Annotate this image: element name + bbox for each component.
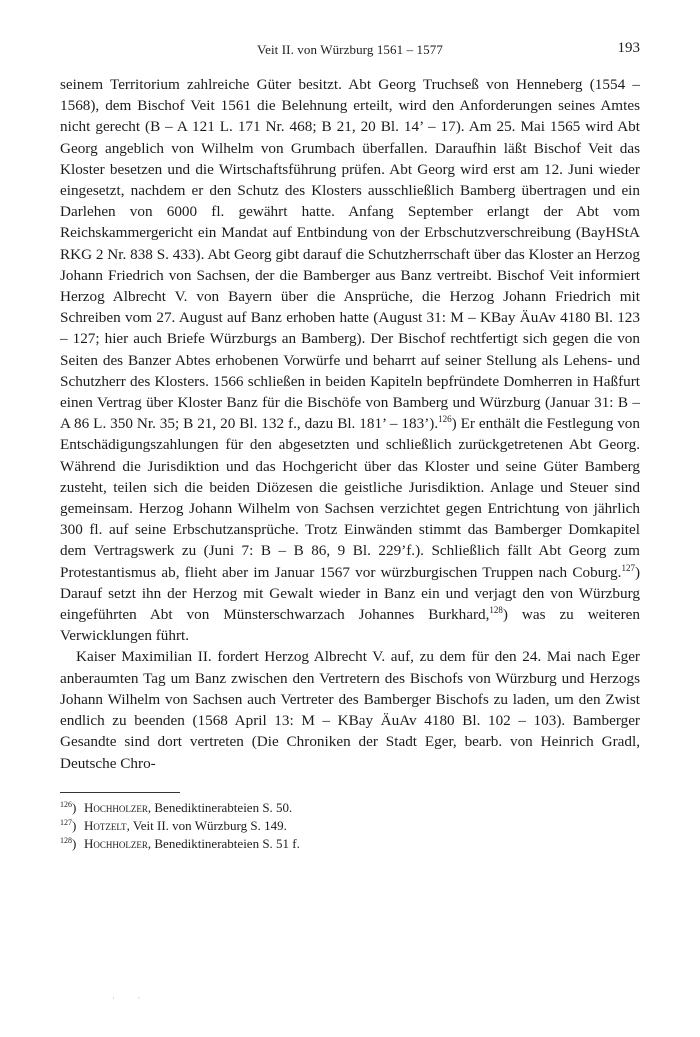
footnote-ref-128[interactable]: 128 <box>489 605 503 616</box>
footnote <box>60 799 640 817</box>
running-title: Veit II. von Würzburg 1561 – 1577 <box>257 42 443 57</box>
paragraph-2: Kaiser Maximilian II. fordert Herzog Albrecht V. auf, zu dem für den 24. Mai nach Eger anberaumten Tag um Banz zwischen den Vertretern des Bischofs von Würzburg und Herzogs Johann Wilhelm von Sachsen auch Vertreter des Bamberger Bischofs zu laden, um den Zwist endlich zu beenden (1568 April 13: M – KBay ÄuAv 4180 Bl. 102 – 103). Bamberger Gesandte sind dort vertreten (Die Chroniken der Stadt Eger, bearb. von Heinrich Gradl, Deutsche Chro- <box>60 648 640 772</box>
footnote-marker: $^{127}$) <box>60 817 77 833</box>
footnote-ref-126[interactable]: 126 <box>438 414 452 425</box>
footnote-ref-127[interactable]: 127 <box>621 562 635 573</box>
footnote-author: Hochholzer <box>84 799 148 815</box>
paragraph-1-part-a: seinem Territorium zahlreiche Güter besitzt. Abt Georg Truchseß von Henneberg (1554 – 1568), dem Bischof Veit 1561 die Belehnung erteilt, wird den Anforderungen seines Amtes nicht gerecht (B – A 121 L. 171 Nr. 468; B 21, 20 Bl. 14’ – 17). Am 25. Mai 1565 wird Abt Georg angeblich von Wilhelm von Grumbach überfallen. Daraufhin läßt Bischof Veit das Kloster besetzen und die Wirtschaftsführung prüfen. Abt Georg wird erst am 12. Juni wieder eingesetzt, nachdem er den Schutz des Klosters ausschließlich Bamberg übertragen und ein Darlehen von 6000 fl. gewährt hatte. Anfang September erlangt der Abt vom Reichskammergericht ein Mandat auf Entbindung von der Erbschutzverschreibung (BayHStA RKG 2 Nr. 838 S. 433). Abt Georg gibt darauf die Schutzherrschaft über das Kloster an Herzog Johann Friedrich von Sachsen, der die Bamberger aus Banz vertreibt. Bischof Veit informiert Herzog Albrecht V. von Bayern über die Ansprüche, die Herzog Johann Friedrich mit Schreiben vom 27. August auf Banz erhoben hatte (August 31: M – KBay ÄuAv 4180 Bl. 123 – 127; hier auch Briefe Würzburgs an Bamberg). Der Bischof rechtfertigt sich gegen die von Seiten des Banzer Abtes erhobenen Vorwürfe und beharrt auf seiner Stellung als Lehens- und Schutzherr des Klosters. 1566 schließen in beiden Kapiteln bepfründete Domherren in Haßfurt einen Vertrag über Kloster Banz für die Bischöfe von Bamberg und Würzburg (Januar 31: B – A 86 L. 350 Nr. 35; B 21, 20 Bl. 132 f., dazu Bl. 181’ – 183’). <box>60 76 640 433</box>
scan-specks: · · <box>112 993 151 1003</box>
running-head <box>60 40 640 66</box>
footnotes <box>60 799 640 853</box>
footnote-number: 126 <box>60 799 72 809</box>
body-text <box>60 74 640 774</box>
paragraph-1-part-d: ) was zu weiteren Verwicklungen führt. <box>60 606 640 645</box>
footnote-text: , Benediktinerabteien S. 50. <box>147 799 293 815</box>
footnote-author: Hochholzer <box>84 835 148 851</box>
footnote-text: , Veit II. von Würzburg S. 149. <box>126 817 287 833</box>
footnote-text: , Benediktinerabteien S. 51 f. <box>147 835 300 851</box>
footnote-number: 128 <box>60 835 72 845</box>
paragraph-1-part-c: ) Darauf setzt ihn der Herzog mit Gewalt wieder in Banz ein und verjagt den von Würzburg eingeführten Abt von Münsterschwarzach Johannes Burkhard, <box>60 563 640 624</box>
footnote-divider <box>60 792 180 793</box>
paragraph-1-part-b: ) Er enthält die Festlegung von Entschädigungszahlungen für den abgesetzten und schließlich zurückgetretenen Abt Georg. Während die Jurisdiktion und das Hochgericht über das Kloster und seine Güter Bamberg zusteht, teilen sich die beiden Diözesen die geistliche Jurisdiktion. Anlage und Steuer sind gemeinsam. Herzog Johann Wilhelm von Sachsen verzichtet gegen Entrichtung von jährlich 300 fl. auf seine Erbschutzansprüche. Trotz Einwänden stimmt das Bamberger Domkapitel dem Vertragswerk zu (Juni 7: B – B 86, 9 Bl. 229’f.). Schließlich fällt Abt Georg zum Protestantismus ab, flieht aber im Januar 1567 vor würzburgischen Truppen nach Coburg. <box>60 415 640 581</box>
footnote-number: 127 <box>60 817 72 827</box>
footnote-marker: $^{126}$) <box>60 799 77 815</box>
paragraph-1 <box>60 74 640 646</box>
page <box>60 40 640 853</box>
footnote <box>60 817 640 835</box>
footnote <box>60 835 640 853</box>
footnote-author: Hotzelt <box>84 817 127 833</box>
footnote-marker: $^{128}$) <box>60 835 77 851</box>
page-number: 193 <box>617 40 640 56</box>
